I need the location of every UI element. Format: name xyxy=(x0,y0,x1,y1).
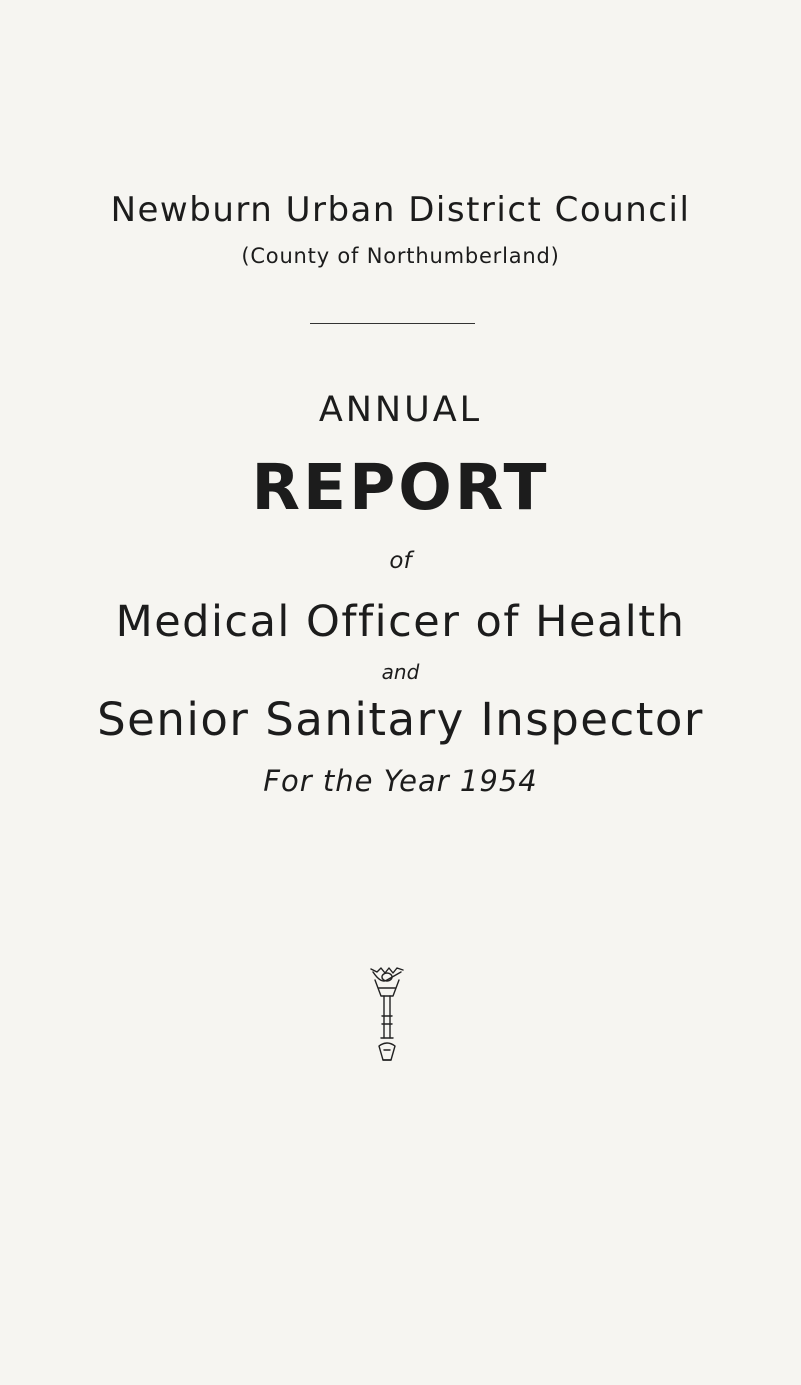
and-connector: and xyxy=(381,660,420,684)
torch-emblem-icon xyxy=(367,966,407,1066)
council-name: Newburn Urban District Council xyxy=(110,190,691,230)
report-heading: REPORT xyxy=(251,451,550,524)
of-connector: of xyxy=(389,548,412,574)
county-name: (County of Northumberland) xyxy=(241,244,560,268)
annual-heading: ANNUAL xyxy=(318,390,483,430)
medical-officer-heading: Medical Officer of Health xyxy=(115,597,686,647)
report-year: For the Year 1954 xyxy=(263,764,538,798)
divider-rule xyxy=(310,323,475,324)
sanitary-inspector-heading: Senior Sanitary Inspector xyxy=(97,693,704,746)
